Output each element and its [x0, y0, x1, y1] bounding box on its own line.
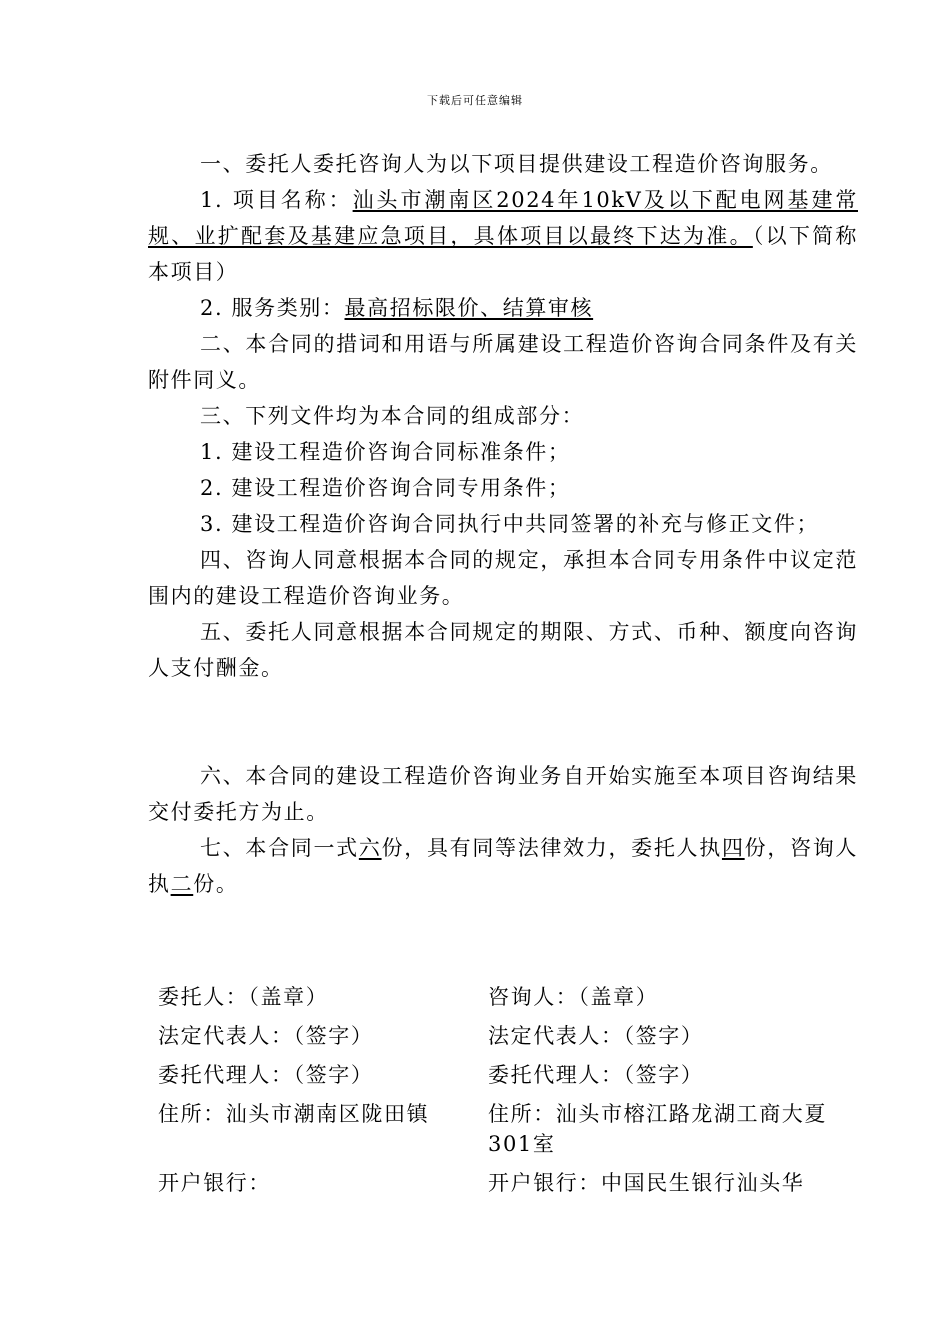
consultant-agent: 委托代理人：（签字）	[488, 1063, 704, 1087]
signature-block	[158, 982, 858, 1198]
clause-4: 四、咨询人同意根据本合同的规定，承担本合同专用条件中议定范围内的建设工程造价咨询业务。	[148, 548, 858, 608]
clause-7-text-c: 份，咨询人执	[148, 836, 859, 896]
client-party: 委托人：（盖章）	[158, 985, 329, 1009]
client-bank: 开户银行：	[158, 1171, 271, 1195]
client-copies: 四	[721, 836, 745, 860]
clause-3: 三、下列文件均为本合同的组成部分：	[200, 404, 585, 428]
clause-2: 二、本合同的措词和用语与所属建设工程造价咨询合同条件及有关附件同义。	[148, 332, 858, 392]
spacer	[148, 686, 858, 758]
clause-1: 一、委托人委托咨询人为以下项目提供建设工程造价咨询服务。	[200, 152, 833, 176]
clause-3-item-3: 3. 建设工程造价咨询合同执行中共同签署的补充与修正文件；	[200, 512, 820, 536]
clause-6: 六、本合同的建设工程造价咨询业务自开始实施至本项目咨询结果交付委托方为止。	[148, 764, 858, 824]
clause-1-item-2	[148, 290, 858, 326]
clause-7	[148, 830, 858, 902]
service-type-label: 2. 服务类别：	[200, 296, 345, 320]
consultant-copies: 二	[170, 872, 194, 896]
contract-body	[148, 146, 858, 1198]
client-legal-rep: 法定代表人：（签字）	[158, 1024, 374, 1048]
consultant-legal-rep: 法定代表人：（签字）	[488, 1024, 704, 1048]
clause-1-item-1	[148, 182, 858, 290]
spacer	[148, 902, 858, 982]
consultant-address: 住所：汕头市榕江路龙湖工商大夏301室	[488, 1102, 827, 1156]
clause-7-text-a: 七、本合同一式	[200, 836, 359, 860]
clause-5: 五、委托人同意根据本合同规定的期限、方式、币种、额度向咨询人支付酬金。	[148, 620, 858, 680]
consultant-bank: 开户银行：中国民生银行汕头华	[488, 1171, 805, 1195]
project-name-value: 汕头市潮南区2024年10kV及以下配电网基建常规、业扩配套及基建应急项目，具体项目以最终下达为准。	[148, 188, 858, 248]
consultant-party: 咨询人：（盖章）	[488, 985, 659, 1009]
client-agent: 委托代理人：（签字）	[158, 1063, 374, 1087]
page-header-note: 下载后可任意编辑	[427, 94, 523, 107]
total-copies: 六	[358, 836, 382, 860]
clause-3-item-1: 1. 建设工程造价咨询合同标准条件；	[200, 440, 571, 464]
client-address: 住所：汕头市潮南区陇田镇	[158, 1102, 430, 1126]
project-name-label: 1. 项目名称：	[200, 188, 353, 212]
clause-7-text-b: 份，具有同等法律效力，委托人执	[381, 836, 722, 860]
project-name-suffix: （以下简称本项目）	[148, 224, 858, 284]
clause-7-text-d: 份。	[193, 872, 239, 896]
clause-3-item-2: 2. 建设工程造价咨询合同专用条件；	[200, 476, 571, 500]
service-type-value: 最高招标限价、结算审核	[344, 296, 594, 320]
